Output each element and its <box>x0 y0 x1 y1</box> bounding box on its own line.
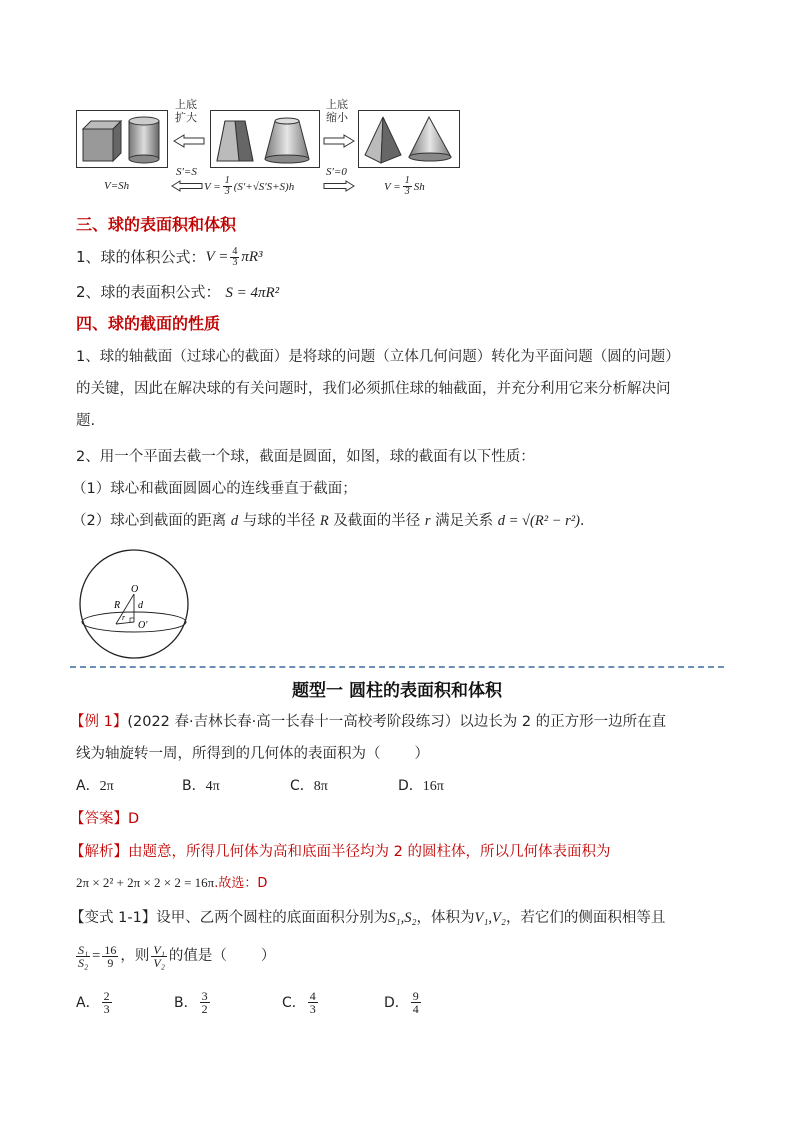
frustum-frac-num: 1 <box>224 175 230 186</box>
frustum-frac-den: 3 <box>224 186 230 197</box>
variant-ratio-fraction <box>76 944 90 969</box>
left-bottom-arrow-icon <box>170 180 204 192</box>
sphere-volume-frac-num: 4 <box>232 245 238 257</box>
prop2-part-c: 及截面的半径 <box>328 513 425 529</box>
section4-para1-line3: 题. <box>76 413 96 429</box>
variant-stem-close: ） <box>260 948 276 964</box>
prop2-part-a: （2）球心到截面的距离 <box>72 513 231 529</box>
frustum-volume-caption <box>204 176 294 197</box>
v-option-a-label: A． <box>76 994 100 1011</box>
v-option-a-frac <box>102 990 112 1015</box>
option-c-value: 8π <box>313 779 328 794</box>
analysis-text: 由题意，所得几何体为高和底面半径均为 2 的圆柱体，所以几何体表面积为 <box>128 844 611 860</box>
example1-option-b <box>182 775 220 798</box>
section-divider <box>70 666 724 668</box>
pyramid-frac-num: 1 <box>404 175 410 186</box>
v-option-b-label: B． <box>174 994 198 1011</box>
sphere-volume-frac-den: 3 <box>232 256 238 268</box>
prop2-var-d: d <box>230 513 239 529</box>
shrink-label-line2: 缩小 <box>326 111 348 124</box>
variant-stem-b: ，体积为 <box>416 910 475 926</box>
variant-ratio-value <box>102 944 118 969</box>
variant-stem-d: ，则 <box>120 948 150 964</box>
expand-label-line1: 上底 <box>175 98 197 111</box>
example1-source: (2022 春·吉林长春·高一长春十一高校考阶段练习） <box>127 714 460 730</box>
v-option-a-num: 2 <box>103 989 110 1003</box>
variant-option-d <box>384 990 423 1015</box>
sphere-section-figure <box>76 548 194 660</box>
label-O: O <box>131 584 139 595</box>
prop2-var-r: r <box>424 513 431 529</box>
frustum-drawing <box>211 111 319 167</box>
sphere-area-line <box>76 281 279 304</box>
variant1-1-options <box>76 982 496 1022</box>
option-d-label: D． <box>398 778 423 794</box>
prop2-part-e: 满足关系 <box>430 513 498 529</box>
q-num: V₁ <box>153 942 165 957</box>
left-arrow-icon <box>172 134 206 148</box>
pyramid-cone-drawing <box>359 111 459 167</box>
example1-analysis <box>70 841 610 863</box>
pyramid-volume-caption <box>384 176 425 197</box>
sphere-volume-rest: πR³ <box>241 249 263 265</box>
pyramid-caption-prefix: V = <box>384 180 401 193</box>
v-option-d-den: 4 <box>412 1002 419 1016</box>
shrink-condition: S′=0 <box>326 166 347 178</box>
ratio-val-num: 16 <box>104 942 117 957</box>
example1-option-c <box>290 775 328 798</box>
option-c-label: C． <box>290 778 314 794</box>
example1-stem-part1: 以边长为 2 的正方形一边所在直 <box>459 714 667 730</box>
expand-label <box>175 98 197 124</box>
answer-value: D <box>128 811 140 827</box>
frustum-caption-rest: (S′+√S′S+S)h <box>233 180 295 193</box>
variant-question-fraction <box>151 944 167 969</box>
v-option-c-den: 3 <box>309 1002 316 1016</box>
example1-stem-line2 <box>76 743 429 765</box>
option-b-label: B． <box>182 778 206 794</box>
variant1-1-line1 <box>70 907 665 929</box>
answer-tag: 【答案】 <box>70 811 128 827</box>
option-b-value: 4π <box>205 779 220 794</box>
section4-prop2 <box>72 510 585 532</box>
variant1-1-line2 <box>74 936 275 976</box>
v-option-d-label: D． <box>384 994 409 1011</box>
example1-option-a <box>76 775 114 798</box>
prism-cylinder-box <box>76 110 168 168</box>
section4-prop1: （1）球心和截面圆圆心的连线垂直于截面； <box>72 481 357 497</box>
variant-option-a <box>76 990 114 1015</box>
label-r: r <box>122 613 126 622</box>
frustum-caption-fraction <box>223 176 232 197</box>
label-O-prime: O′ <box>138 620 148 631</box>
v-option-c-label: C． <box>282 994 306 1011</box>
solids-figure <box>76 98 460 202</box>
option-a-label: A． <box>76 778 100 794</box>
ratio-eq: = <box>92 948 101 964</box>
pyramid-cone-box <box>358 110 460 168</box>
sphere-volume-lhs: V = <box>205 249 229 265</box>
expand-label-line2: 扩大 <box>175 111 197 124</box>
section4-para2: 2、用一个平面去截一个球，截面是圆面，如图，球的截面有以下性质： <box>76 449 535 465</box>
analysis-tag: 【解析】 <box>70 844 128 860</box>
example1-tag: 【例 1】 <box>70 714 128 730</box>
sphere-area-label: 2、球的表面积公式： <box>76 283 221 301</box>
v-option-b-frac <box>200 990 210 1015</box>
v-option-b-den: 2 <box>201 1002 208 1016</box>
v-option-c-num: 4 <box>309 989 316 1003</box>
sphere-area-formula: S = 4πR² <box>225 285 280 301</box>
example1-option-d <box>398 775 444 798</box>
frustum-box <box>210 110 320 168</box>
prop2-end: . <box>579 513 585 529</box>
variant-stem-c: ，若它们的侧面积相等且 <box>505 910 666 926</box>
ratio-val-den: 9 <box>107 955 114 970</box>
prop2-var-R: R <box>319 513 329 529</box>
right-arrow-icon <box>322 134 356 148</box>
frustum-caption-prefix: V = <box>204 180 221 193</box>
section4-para1-line1: 1、球的轴截面（过球心的截面）是将球的问题（立体几何问题）转化为平面问题（圆的问题） <box>76 349 680 365</box>
section3-heading: 三、球的表面积和体积 <box>76 215 237 234</box>
prop2-formula: d = √(R² − r²) <box>497 513 580 529</box>
shrink-label <box>326 98 348 124</box>
sphere-volume-fraction <box>230 247 239 268</box>
prop2-part-b: 与球的半径 <box>238 513 320 529</box>
example1-stem-part2: 线为轴旋转一周，所得到的几何体的表面积为（ <box>76 746 381 762</box>
variant-stem-e: 的值是（ <box>168 948 227 964</box>
v-option-d-frac <box>411 990 421 1015</box>
expand-condition: S′=S <box>176 166 197 178</box>
right-bottom-arrow-icon <box>322 180 356 192</box>
cube-cylinder-drawing <box>77 111 167 167</box>
shrink-label-line1: 上底 <box>326 98 348 111</box>
pyramid-frac-den: 3 <box>404 186 410 197</box>
option-a-value: 2π <box>99 779 114 794</box>
variant-tag: 【变式 1-1】 <box>70 910 157 926</box>
ratio-den: S₂ <box>78 955 89 970</box>
ratio-num: S₁ <box>78 942 89 957</box>
option-d-value: 16π <box>422 779 444 794</box>
variant-option-c <box>282 990 320 1015</box>
label-R: R <box>114 600 121 611</box>
label-d: d <box>138 600 143 611</box>
variant-option-b <box>174 990 212 1015</box>
example1-stem-close: ） <box>414 746 429 762</box>
pyramid-caption-fraction <box>403 176 412 197</box>
v-option-b-num: 3 <box>201 989 208 1003</box>
v-option-a-den: 3 <box>103 1002 110 1016</box>
v-option-c-frac <box>308 990 318 1015</box>
type1-title: 题型一 圆柱的表面积和体积 <box>292 681 502 701</box>
example1-answer <box>70 808 139 830</box>
example1-analysis-formula-line <box>76 872 267 895</box>
analysis-formula: 2π × 2² + 2π × 2 × 2 = 16π <box>76 875 215 890</box>
section4-para1-line2: 的关键，因此在解决球的有关问题时，我们必须抓住球的轴截面，并充分利用它来分析解决问 <box>76 381 671 397</box>
section4-heading: 四、球的截面的性质 <box>76 314 221 333</box>
sphere-volume-label: 1、球的体积公式： <box>76 248 206 266</box>
q-den: V₂ <box>153 955 165 970</box>
variant-v-vars: V₁,V₂ <box>474 910 506 926</box>
pyramid-caption-rest: Sh <box>413 180 425 193</box>
v-option-d-num: 9 <box>412 989 419 1003</box>
variant-s-vars: S₁,S₂ <box>388 910 417 926</box>
sphere-volume-line <box>76 246 263 268</box>
variant-stem-a: 设甲、乙两个圆柱的底面面积分别为 <box>156 910 389 926</box>
analysis-end: .故选：D <box>214 876 268 891</box>
example1-stem-line1 <box>70 711 666 733</box>
prism-volume-caption: V=Sh <box>104 180 130 192</box>
